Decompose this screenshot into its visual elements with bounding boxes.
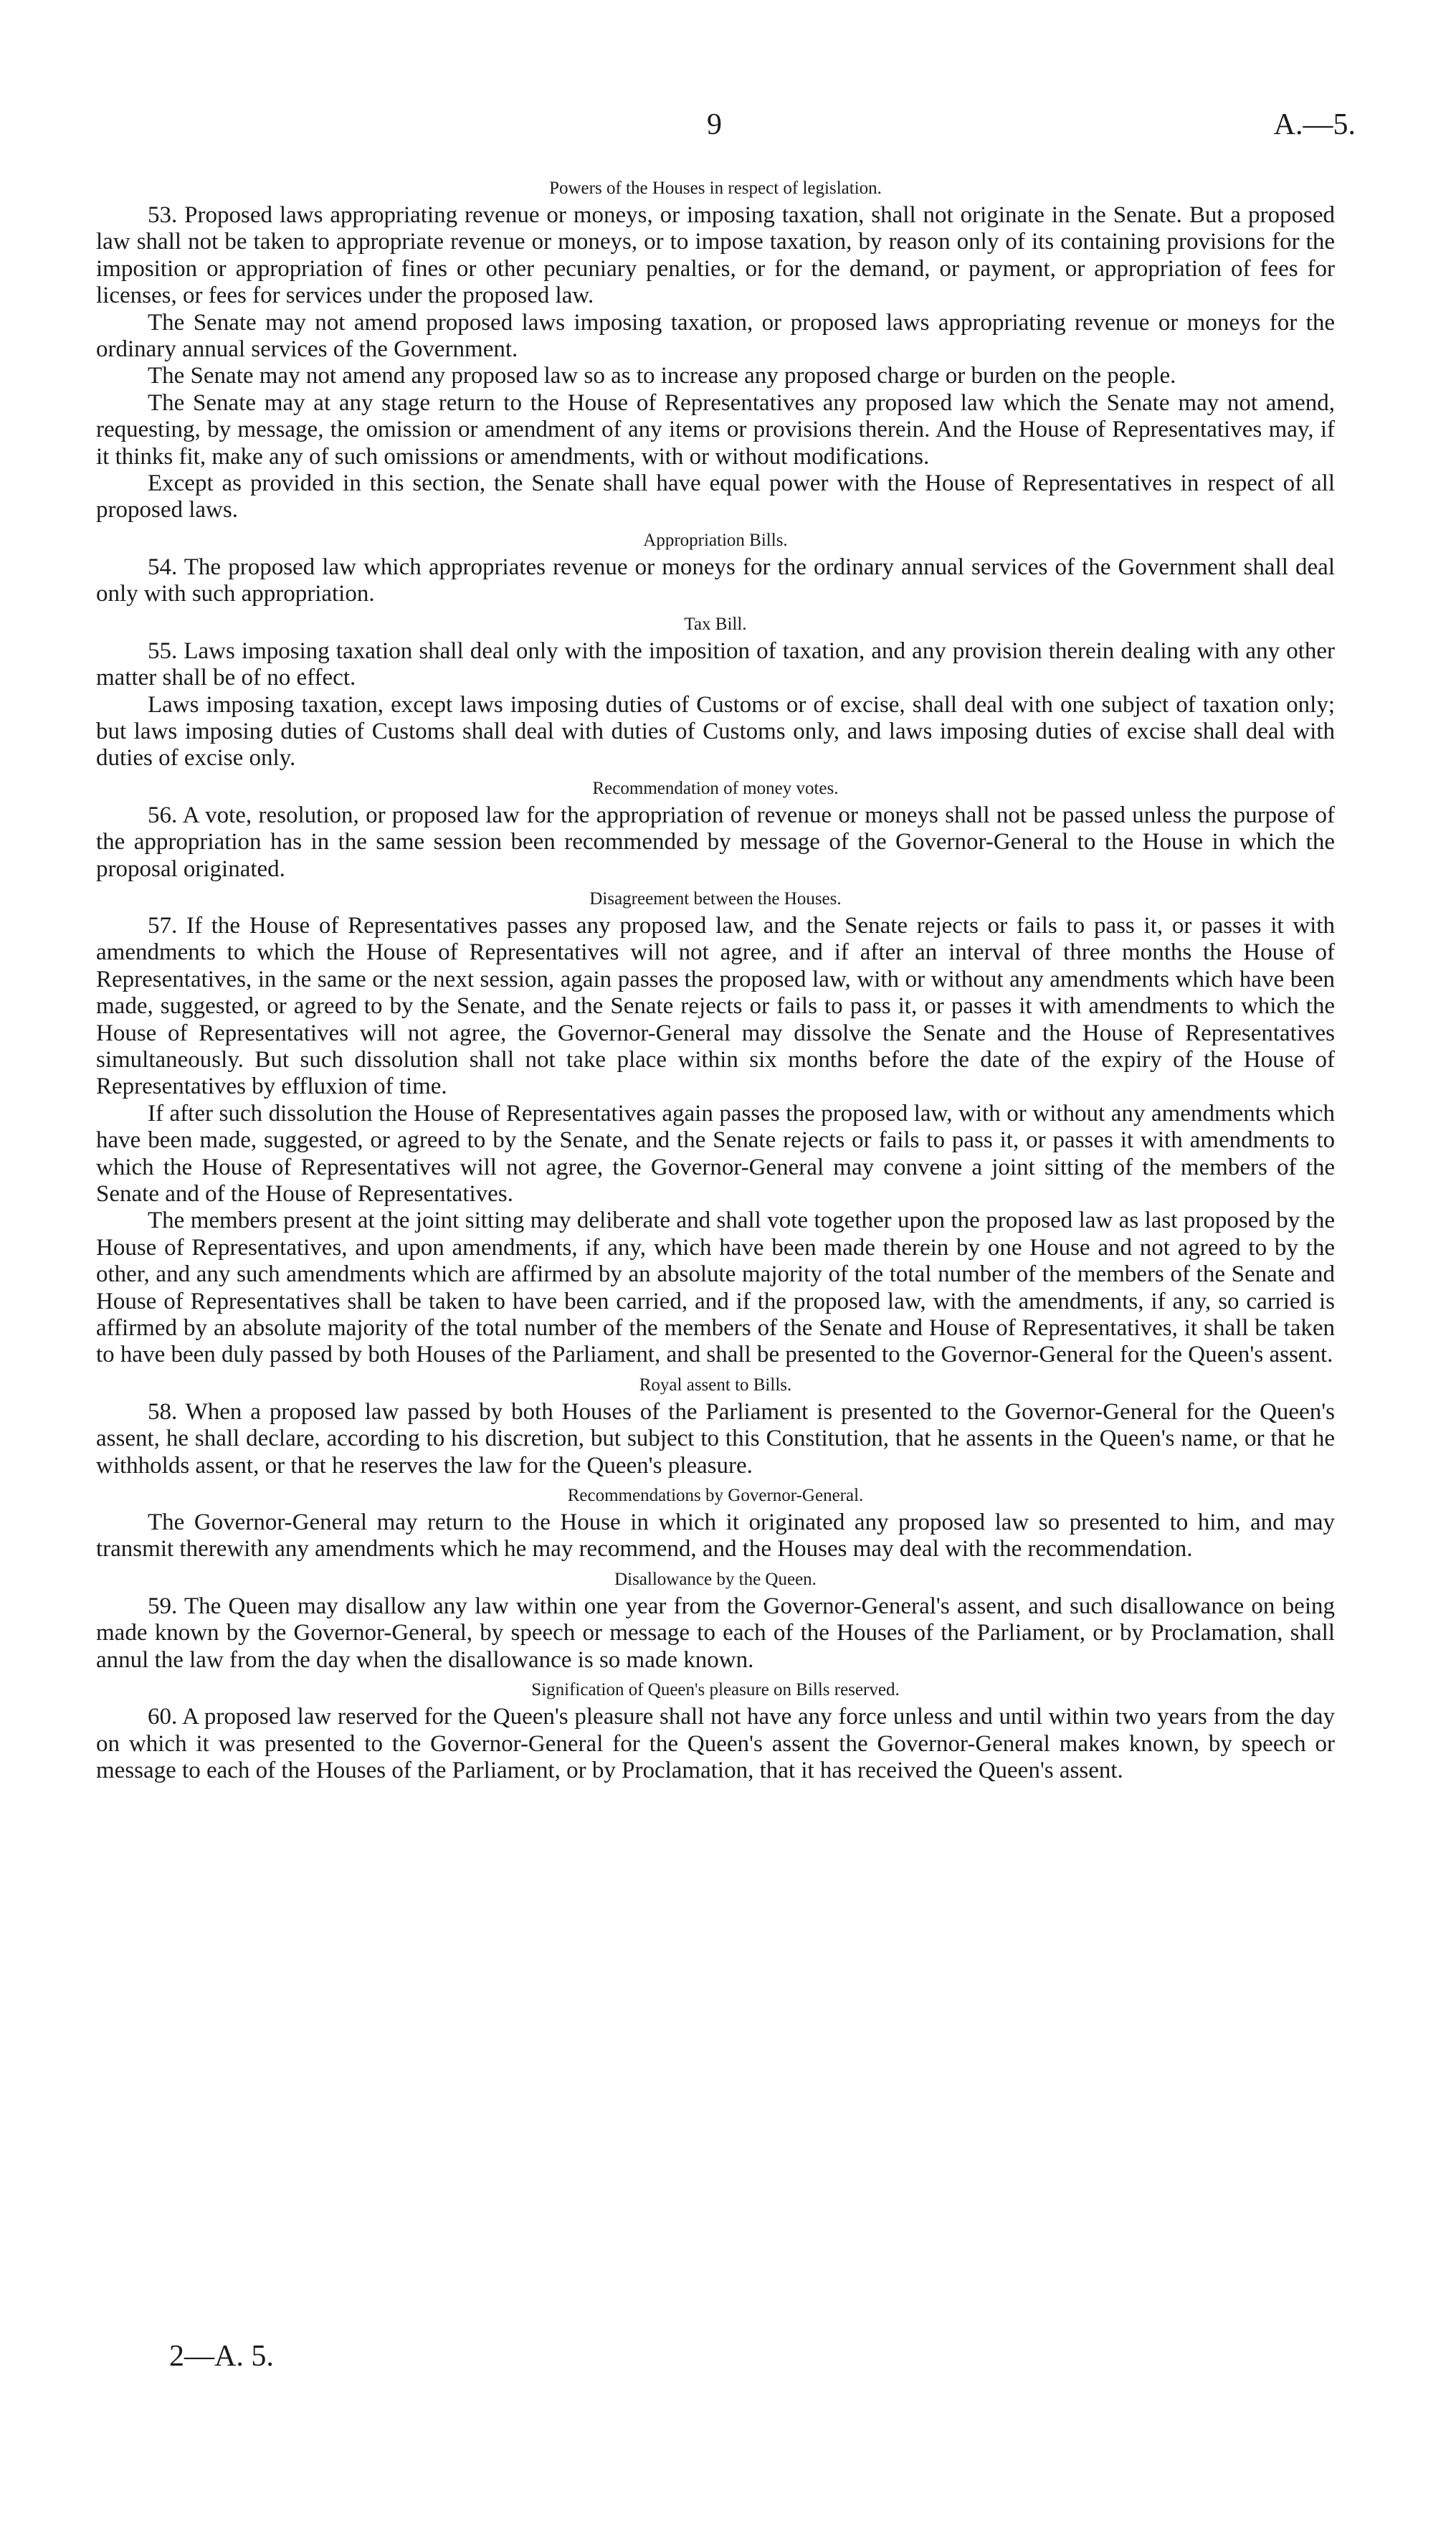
paragraph: 56. A vote, resolution, or proposed law for the appropriation of revenue or moneys shall not be passed unless the purpose of the appropriation has in the same session been recommended by message of the Governor-General to the House in which the proposal originated. bbox=[96, 802, 1335, 882]
document-body bbox=[96, 172, 1335, 1784]
signature-mark: 2—A. 5. bbox=[169, 2340, 274, 2373]
paragraph: The Senate may not amend any proposed law so as to increase any proposed charge or burden on the people. bbox=[148, 363, 1176, 389]
section-disallowance bbox=[96, 1568, 1335, 1674]
section-heading: Appropriation Bills. bbox=[643, 530, 788, 550]
section-money-votes bbox=[96, 777, 1335, 883]
paragraph: If after such dissolution the House of Representatives again passes the proposed law, with or without any amendments which have been made, suggested, or agreed to by the Senate, and the Senate rejects or fails to pass it, or passes it with amendments to which the House of Representatives will not agree, the Governor-General may convene a joint sitting of the members of the Senate and of the House of Representatives. bbox=[96, 1100, 1335, 1207]
page-number: 9 bbox=[707, 108, 722, 141]
section-disagreement bbox=[96, 887, 1335, 1369]
paragraph: Except as provided in this section, the Senate shall have equal power with the House of Representatives in respect of all proposed laws. bbox=[96, 470, 1335, 523]
paragraph: The Senate may at any stage return to the House of Representatives any proposed law which the Senate may not amend, requesting, by message, the omission or amendment of any items or provisions therein. And the House of Representatives may, if it thinks fit, make any of such omissions or amendments, with or without modifications. bbox=[96, 389, 1335, 470]
section-heading: Tax Bill. bbox=[684, 614, 747, 634]
paragraph: The Senate may not amend proposed laws imposing taxation, or proposed laws appropriating revenue or moneys for the ordinary annual services of the Government. bbox=[96, 309, 1335, 363]
section-signification bbox=[96, 1678, 1335, 1784]
paragraph: The Governor-General may return to the House in which it originated any proposed law so presented to him, and may transmit therewith any amendments which he may recommend, and the Houses may deal with the recommendation. bbox=[96, 1509, 1335, 1563]
section-heading: Royal assent to Bills. bbox=[639, 1375, 792, 1395]
paragraph: The members present at the joint sitting may deliberate and shall vote together upon the proposed law as last proposed by the House of Representatives, and upon amendments, if any, which have been made therein by one House and not agreed to by the other, and any such amendments which are affirmed by an absolute majority of the total number of the members of the Senate and House of Representatives shall be taken to have been carried, and if the proposed law, with the amendments, if any, so carried is affirmed by an absolute majority of the total number of the members of the Senate and House of Representatives, it shall be taken to have been duly passed by both Houses of the Parliament, and shall be presented to the Governor-General for the Queen's assent. bbox=[96, 1208, 1335, 1368]
paragraph: 53. Proposed laws appropriating revenue or moneys, or imposing taxation, shall not originate in the Senate. But a proposed law shall not be taken to appropriate revenue or moneys, or to impose taxation, by reason only of its containing provisions for the imposition or appropriation of fines or other pecuniary penalties, or for the demand, or payment, or appropriation of fees for licenses, or fees for services under the proposed law. bbox=[96, 202, 1335, 309]
section-heading: Disagreement between the Houses. bbox=[589, 888, 842, 909]
section-heading: Recommendation of money votes. bbox=[592, 778, 839, 798]
page-header bbox=[0, 108, 1456, 151]
section-heading: Powers of the Houses in respect of legislation. bbox=[549, 179, 882, 198]
section-powers-of-houses bbox=[96, 176, 1335, 524]
paragraph: 57. If the House of Representatives passes any proposed law, and the Senate rejects or fails to pass it, or passes it with amendments to which the House of Representatives will not agree, and if after an interval of three months the House of Representatives, in the same or the next session, again passes the proposed law, with or without any amendments which have been made, suggested, or agreed to by the Senate, and the Senate rejects or fails to pass it, or passes it with amendments to which the House of Representatives will not agree, the Governor-General may dissolve the Senate and the House of Representatives simultaneously. But such dissolution shall not take place within six months before the date of the expiry of the House of Representatives by effluxion of time. bbox=[96, 912, 1335, 1100]
paragraph: 54. The proposed law which appropriates revenue or moneys for the ordinary annual services of the Government shall deal only with such appropriation. bbox=[96, 554, 1335, 607]
section-royal-assent bbox=[96, 1373, 1335, 1479]
paragraph: 59. The Queen may disallow any law within one year from the Governor-General's assent, and such disallowance on being made known by the Governor-General, by speech or message to each of the Houses of the Parliament, or by Proclamation, shall annul the law from the day when the disallowance is so made known. bbox=[96, 1593, 1335, 1673]
section-appropriation-bills bbox=[96, 528, 1335, 608]
section-heading: Disallowance by the Queen. bbox=[614, 1569, 817, 1589]
document-reference: A.—5. bbox=[1273, 108, 1356, 141]
section-heading: Recommendations by Governor-General. bbox=[567, 1486, 864, 1506]
section-heading: Signification of Queen's pleasure on Bills reserved. bbox=[531, 1680, 900, 1700]
section-tax-bill bbox=[96, 612, 1335, 772]
paragraph: 60. A proposed law reserved for the Queen's pleasure shall not have any force unless and until within two years from the day on which it was presented to the Governor-General for the Queen's assent the Governor-General makes known, by speech or message to each of the Houses of the Parliament, or by Proclamation, that it has received the Queen's assent. bbox=[96, 1704, 1335, 1783]
paragraph: Laws imposing taxation, except laws imposing duties of Customs or of excise, shall deal with one subject of taxation only; but laws imposing duties of Customs shall deal with duties of Customs only, and laws imposing duties of excise shall deal with duties of excise only. bbox=[96, 691, 1335, 772]
paragraph: 55. Laws imposing taxation shall deal only with the imposition of taxation, and any provision therein dealing with any other matter shall be of no effect. bbox=[96, 637, 1335, 691]
paragraph: 58. When a proposed law passed by both Houses of the Parliament is presented to the Governor-General for the Queen's assent, he shall declare, according to his discretion, but subject to this Constitution, that he assents in the Queen's name, or that he withholds assent, or that he reserves the law for the Queen's pleasure. bbox=[96, 1398, 1335, 1479]
section-recommendations bbox=[96, 1484, 1335, 1563]
